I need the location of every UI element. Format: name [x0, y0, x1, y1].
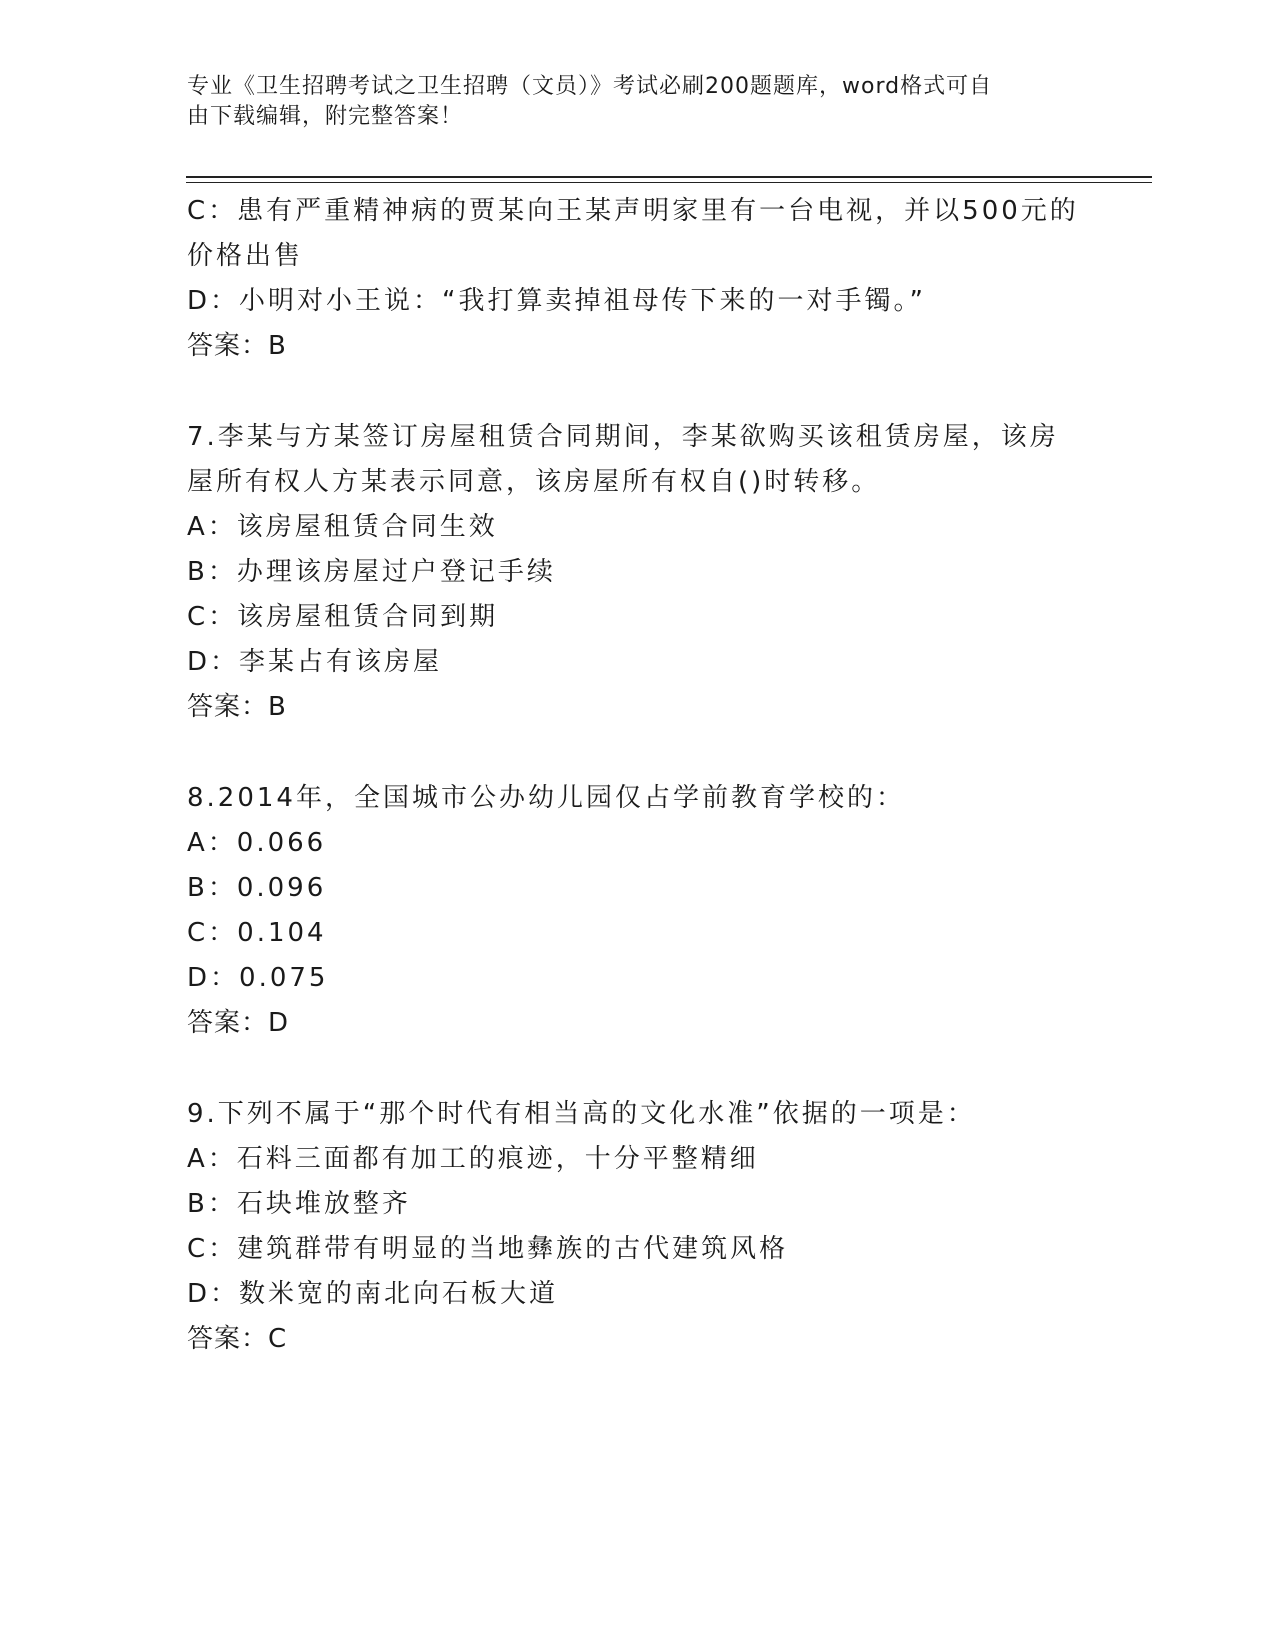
question-stem: 8.2014年，全国城市公办幼儿园仅占学前教育学校的： [187, 783, 905, 813]
header-line-1: 专业《卫生招聘考试之卫生招聘（文员）》考试必刷200题题库，word格式可自 [187, 74, 993, 99]
option-c: C：该房屋租赁合同到期 [187, 602, 499, 632]
header-divider-thick [186, 176, 1152, 178]
option-d: D：0.075 [187, 963, 329, 993]
answer: 答案：B [187, 331, 287, 361]
option-c-line-2: 价格出售 [187, 241, 304, 271]
answer: 答案：B [187, 692, 287, 722]
option-a: A：0.066 [187, 828, 327, 858]
question-8 [187, 776, 1087, 1046]
option-c: C：建筑群带有明显的当地彝族的古代建筑风格 [187, 1234, 789, 1264]
question-stem-line-1: 7.李某与方某签订房屋租赁合同期间，李某欲购买该租赁房屋，该房 [187, 422, 1059, 452]
option-a: A：石料三面都有加工的痕迹，十分平整精细 [187, 1144, 759, 1174]
question-7 [187, 415, 1087, 730]
option-b: B：办理该房屋过户登记手续 [187, 557, 556, 587]
option-d: D：李某占有该房屋 [187, 647, 443, 677]
document-header [187, 72, 1067, 132]
option-b: B：0.096 [187, 873, 327, 903]
question-stem: 9.下列不属于“那个时代有相当高的文化水准”依据的一项是： [187, 1099, 976, 1129]
header-divider-thin [186, 182, 1152, 183]
question-6 [187, 189, 1087, 369]
option-c: C：0.104 [187, 918, 327, 948]
option-a: A：该房屋租赁合同生效 [187, 512, 498, 542]
question-list [187, 189, 1087, 1362]
option-d: D：数米宽的南北向石板大道 [187, 1279, 559, 1309]
option-b: B：石块堆放整齐 [187, 1189, 411, 1219]
header-line-2: 由下载编辑，附完整答案！ [187, 104, 464, 129]
question-stem-line-2: 屋所有权人方某表示同意，该房屋所有权自()时转移。 [187, 467, 881, 497]
option-c-line-1: C：患有严重精神病的贾某向王某声明家里有一台电视，并以500元的 [187, 196, 1079, 226]
option-d: D：小明对小王说：“我打算卖掉祖母传下来的一对手镯。” [187, 286, 926, 316]
answer: 答案：D [187, 1008, 290, 1038]
answer: 答案：C [187, 1324, 288, 1354]
question-9 [187, 1092, 1087, 1362]
